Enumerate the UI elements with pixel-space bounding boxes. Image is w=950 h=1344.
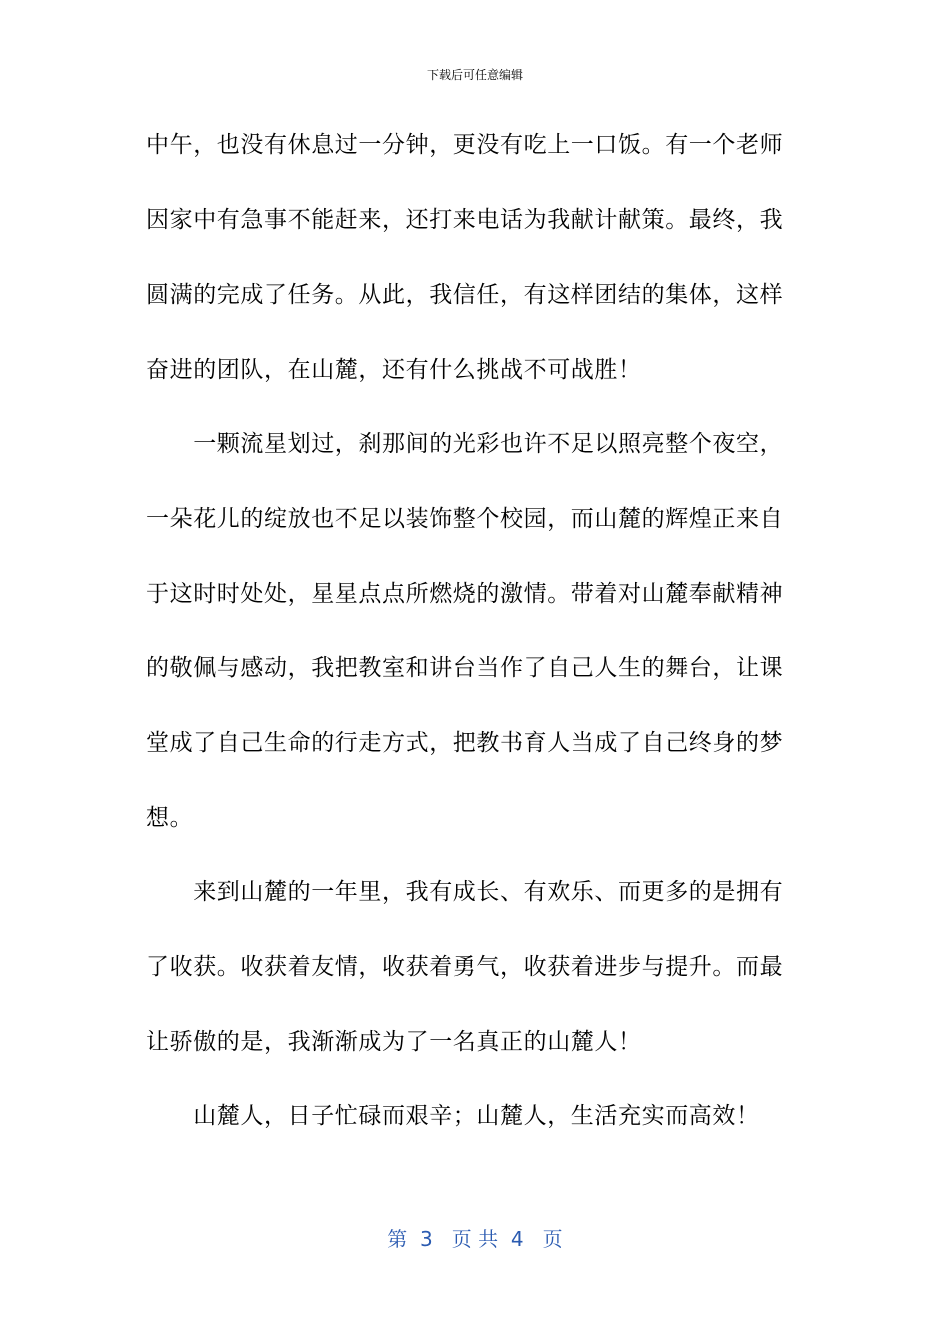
body-line: 堂成了自己生命的行走方式，把教书育人当成了自己终身的梦 (146, 730, 784, 756)
body-line: 圆满的完成了任务。从此，我信任，有这样团结的集体，这样 (146, 282, 784, 308)
body-line: 山麓人，日子忙碌而艰辛；山麓人，生活充实而高效！ (146, 1103, 760, 1129)
body-line: 于这时时处处，星星点点所燃烧的激情。带着对山麓奉献精神 (146, 581, 784, 607)
body-line: 想。 (146, 805, 194, 831)
body-line: 了收获。收获着友情，收获着勇气，收获着进步与提升。而最 (146, 954, 784, 980)
body-line: 因家中有急事不能赶来，还打来电话为我献计献策。最终，我 (146, 207, 784, 233)
download-editable-note: 下载后可任意编辑 (426, 68, 523, 82)
body-line: 让骄傲的是，我渐渐成为了一名真正的山麓人！ (146, 1029, 642, 1055)
page-number-footer: 第 3 页 共 4 页 (387, 1227, 563, 1251)
body-line: 一朵花儿的绽放也不足以装饰整个校园，而山麓的辉煌正来自 (146, 506, 784, 532)
body-line: 来到山麓的一年里，我有成长、有欢乐、而更多的是拥有 (146, 879, 784, 905)
body-line: 一颗流星划过，刹那间的光彩也许不足以照亮整个夜空， (146, 431, 784, 457)
body-line: 奋进的团队，在山麓，还有什么挑战不可战胜！ (146, 357, 642, 383)
body-line: 中午，也没有休息过一分钟，更没有吃上一口饭。有一个老师 (146, 132, 784, 158)
body-line: 的敬佩与感动，我把教室和讲台当作了自己人生的舞台，让课 (146, 655, 784, 681)
